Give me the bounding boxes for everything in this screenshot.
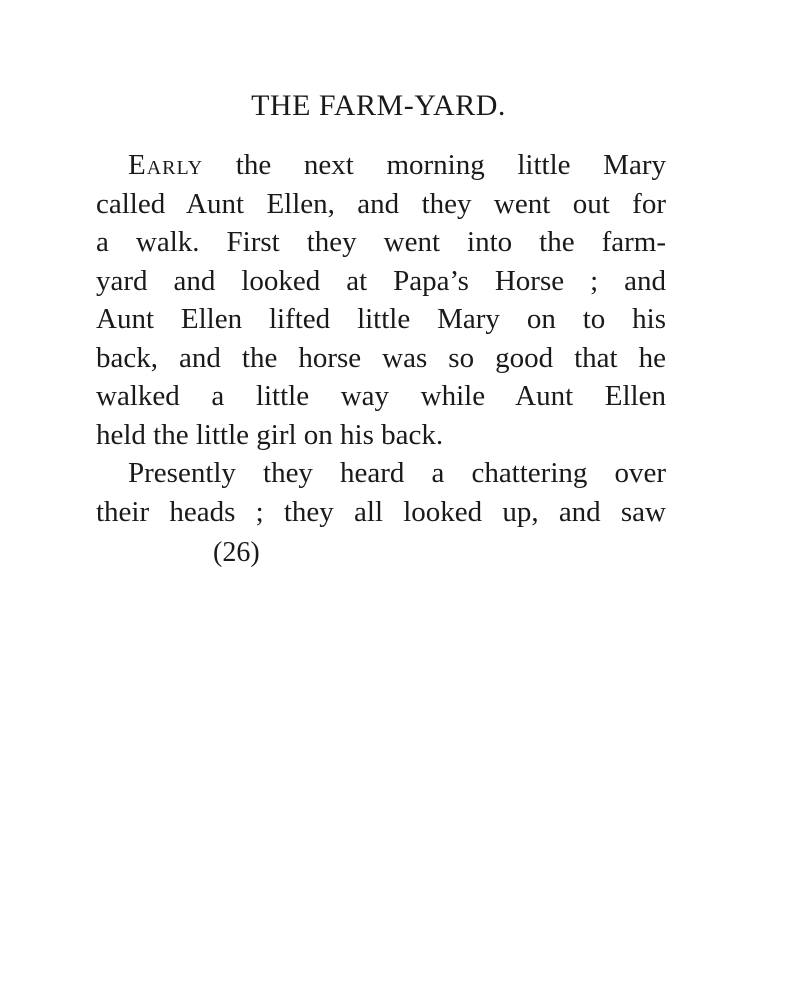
text-line: a walk. First they went into the farm- [96,226,666,258]
text-line: Aunt Ellen lifted little Mary on to his [96,303,666,335]
paragraph-1 [96,146,666,454]
text-line: back, and the horse was so good that he [96,341,666,374]
text-line: called Aunt Ellen, and they went out for [96,187,666,220]
text-line: walked a little way while Aunt Ellen [96,380,666,412]
text-line: yard and looked at Papa’s Horse ; and [96,264,666,297]
text-line: held the little girl on his back. [96,418,444,451]
text-line-rest: the next morning little Mary [203,149,666,181]
text-line: Presently they heard a chattering over [128,457,666,489]
drop-word: Early [128,149,204,181]
chapter-title: THE FARM-YARD. [251,89,506,122]
text-line: their heads ; they all looked up, and saw [96,495,666,528]
paragraph-2 [96,454,666,531]
page-number: (26) [213,537,260,568]
text-line [96,146,666,185]
